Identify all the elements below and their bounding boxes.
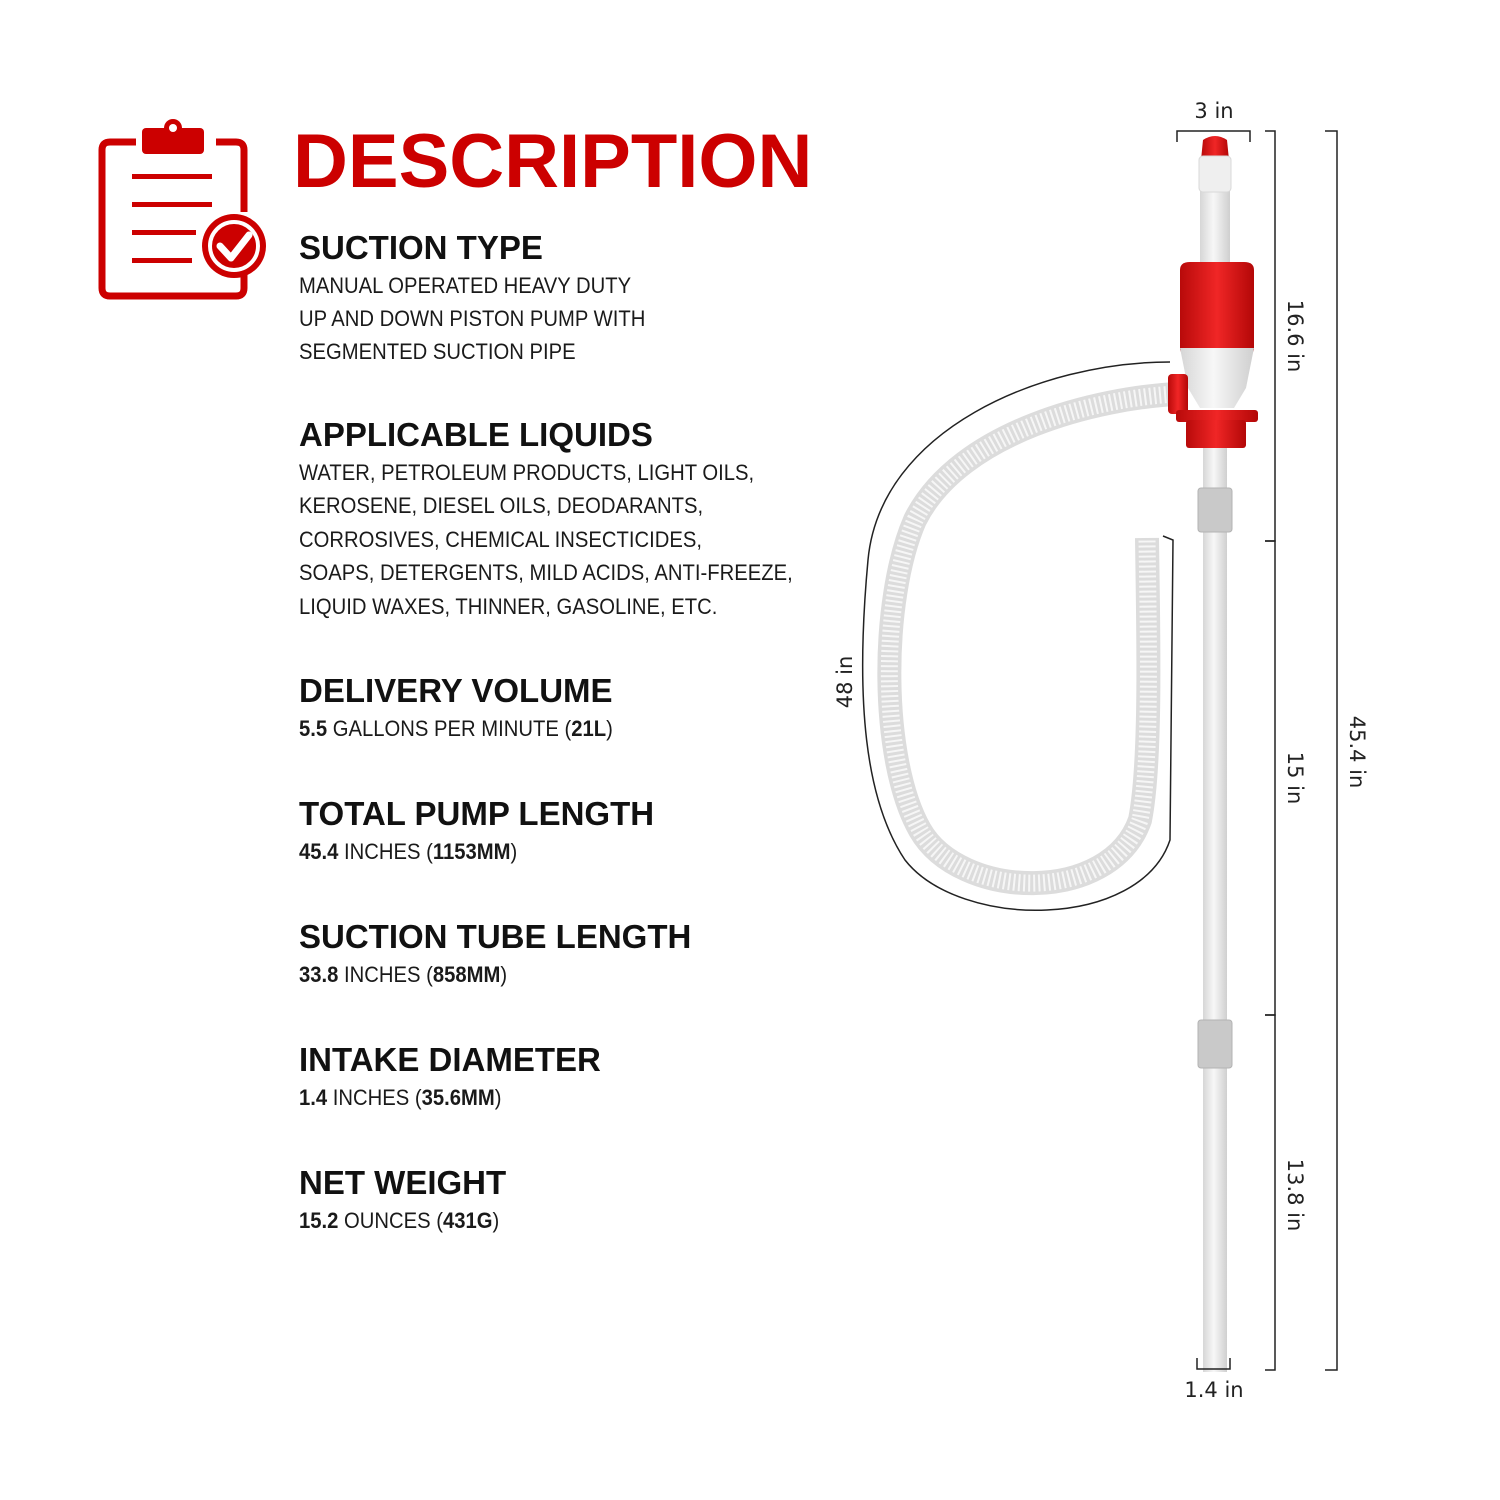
outlet-spout xyxy=(1168,374,1188,414)
spec-line: CORROSIVES, CHEMICAL INSECTICIDES, xyxy=(299,526,703,552)
spec-heading: INTAKE DIAMETER xyxy=(299,1041,601,1078)
dim-bottom-width: 1.4 in xyxy=(1184,1378,1244,1402)
spec-line: SOAPS, DETERGENTS, MILD ACIDS, ANTI-FREEZE, xyxy=(299,560,793,586)
spec-value: 15.2 OUNCES (431G) xyxy=(299,1207,500,1233)
spec-value: 5.5 GALLONS PER MINUTE (21L) xyxy=(299,715,613,741)
pump-rod xyxy=(1200,190,1230,266)
spec-heading: SUCTION TYPE xyxy=(299,229,543,266)
pipe-coupler xyxy=(1198,488,1232,532)
dim-lower-section: 13.8 in xyxy=(1283,1158,1307,1232)
spec-line: KEROSENE, DIESEL OILS, DEODARANTS, xyxy=(299,493,704,519)
page-title: DESCRIPTION xyxy=(293,119,813,204)
dim-top-width: 3 in xyxy=(1194,99,1234,123)
bung-adapter xyxy=(1186,420,1246,448)
spec-value: 1.4 INCHES (35.6MM) xyxy=(299,1084,502,1110)
suction-pipe xyxy=(1203,440,1227,1372)
spec-line: UP AND DOWN PISTON PUMP WITH xyxy=(299,305,646,331)
spec-heading: TOTAL PUMP LENGTH xyxy=(299,795,655,832)
spec-line: WATER, PETROLEUM PRODUCTS, LIGHT OILS, xyxy=(299,459,755,485)
flexible-hose xyxy=(889,394,1176,883)
spec-heading: APPLICABLE LIQUIDS xyxy=(299,416,653,453)
spec-line: SEGMENTED SUCTION PIPE xyxy=(299,338,576,364)
spec-heading: SUCTION TUBE LENGTH xyxy=(299,918,692,955)
spec-heading: DELIVERY VOLUME xyxy=(299,672,613,709)
spec-line: LIQUID WAXES, THINNER, GASOLINE, ETC. xyxy=(299,593,718,619)
dim-total-length: 45.4 in xyxy=(1345,715,1369,789)
spec-value: 45.4 INCHES (1153MM) xyxy=(299,838,518,864)
dimension-labels xyxy=(833,99,1369,1402)
spec-value: 33.8 INCHES (858MM) xyxy=(299,961,508,987)
spec-line: MANUAL OPERATED HEAVY DUTY xyxy=(299,272,632,298)
pipe-coupler xyxy=(1198,1020,1232,1068)
spec-heading: NET WEIGHT xyxy=(299,1164,507,1201)
red-cylinder xyxy=(1180,262,1254,354)
dim-middle-section: 15 in xyxy=(1283,751,1307,805)
dimension-lines xyxy=(863,131,1337,1370)
dim-hose-length: 48 in xyxy=(833,655,857,709)
dim-upper-section: 16.6 in xyxy=(1283,299,1307,373)
